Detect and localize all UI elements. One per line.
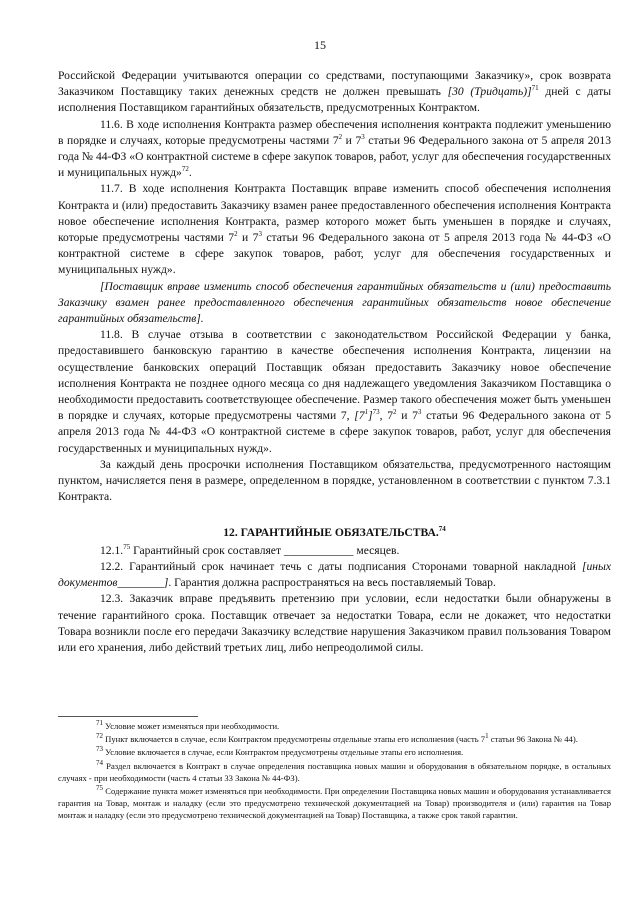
footnote-number: 75 [96, 784, 103, 793]
clause-11-7 [58, 181, 611, 278]
text-run: 12.1. [100, 543, 124, 557]
italic-run: [иных документов________] [58, 559, 611, 590]
clause-11-8 [58, 327, 611, 457]
text-run: . Гарантия должна распространяться на весь поставляемый Товар. [168, 576, 496, 590]
page-number: 15 [314, 38, 326, 52]
footnote-73 [58, 746, 611, 758]
heading-text: 12. ГАРАНТИЙНЫЕ ОБЯЗАТЕЛЬСТВА. [223, 526, 439, 540]
section-heading [58, 525, 611, 541]
footnote-ref-75[interactable]: 75 [123, 542, 131, 551]
clause-12-2 [58, 559, 611, 591]
text-run: 12.2. Гарантийный срок начинает течь с даты подписания Сторонами товарной накладной [100, 559, 582, 573]
footnote-text: Условие включается в случае, если Контрактом предусмотрены отдельные этапы его исполнения. [103, 747, 464, 758]
superscript: 1 [485, 732, 489, 741]
superscript: 2 [234, 230, 238, 239]
text-run: статьи 96 Федерального закона от 5 апреля 2013 года № 44-ФЗ «О контрактной системе в сфере закупок товаров, работ, услуг для обеспечения государственных и муниципальных нужд». [58, 409, 611, 455]
footnote-ref-73[interactable]: 73 [372, 408, 380, 417]
footnote-ref-71[interactable]: 71 [531, 84, 539, 93]
footnote-number: 72 [96, 732, 103, 741]
paragraph-continuation [58, 68, 611, 117]
footnote-72 [58, 733, 611, 745]
footnote-text: Раздел включается в Контракт в случае определения поставщика новых машин и оборудования в обязательном порядке, в остальных случаях - при необходимости (часть 4 статьи 33 Закона № 44-ФЗ). [58, 760, 611, 783]
superscript: 3 [361, 132, 365, 141]
text-run: Российской Федерации учитываются операции со средствами, поступающими Заказчику», срок возврата Заказчиком Поставщику таких денежных средств не должен превышать [58, 69, 611, 99]
clause-12-3: 12.3. Заказчик вправе предъявить претензию при условии, если недостатки были обнаружены в течение гарантийного срока. Поставщик отвечает за недостатки Товара, если не докажет, что недостатки Товара возникли после его передачи Заказчику вследствие нарушения Заказчиком правил пользования Товаром или его хранения, либо действий третьих лиц, либо непреодолимой силы. [58, 592, 611, 654]
superscript: 2 [393, 408, 397, 417]
penalty-paragraph: За каждый день просрочки исполнения Поставщиком обязательства, предусмотренного настоящим пунктом, начисляется пеня в размере, определенном в порядке, установленном в соответствии с пунктом 7.3.1 Контракта. [58, 457, 611, 504]
footnote-text: Содержание пункта может изменяться при необходимости. При определении Поставщика новых машин и оборудования устанавливается гарантия на Товар, монтаж и наладку (если это предусмотрено технической документацией на Товар) производителя и (или) гарантия на Товар монтаж и наладку (если это предусмотрено технической документацией на Товар) Поставщика, а также срок такой гарантии. [58, 786, 611, 821]
footnote-number: 74 [96, 758, 103, 767]
text-run: статьи 96 Федерального закона от 5 апреля 2013 года № 44-ФЗ «О контрактной системе в сфере закупок товаров, работ, услуг для обеспечения государственных и муниципальных нужд». [58, 231, 611, 277]
footnote-number: 71 [96, 719, 103, 728]
footnote-text: Пункт включается в случае, если Контрактом предусмотрены отдельные этапы его исполнения (часть 7 [103, 734, 486, 745]
text-run: . [188, 166, 192, 180]
superscript: 3 [258, 230, 262, 239]
clause-12-1 [58, 543, 611, 559]
superscript: 3 [417, 408, 422, 417]
superscript: 2 [338, 132, 343, 141]
text-run: и 7 [237, 231, 259, 245]
footnote-text: Условие может изменяться при необходимости. [103, 721, 280, 731]
italic-run: [30 (Тридцать)] [447, 85, 532, 99]
footnote-number: 73 [96, 745, 103, 754]
clause-11-6 [58, 117, 611, 182]
text-run: и 7 [396, 409, 418, 423]
italic-run: ] [368, 409, 373, 423]
footnote-ref-72[interactable]: 72 [181, 165, 189, 174]
text-run: статьи 96 Федерального закона от 5 апреля 2013 года № 44-ФЗ «О контрактной системе в сфере закупок товаров, работ, услуг для обеспечения государственных и муниципальных нужд» [58, 133, 611, 180]
text-run: и 7 [342, 133, 362, 147]
document-body [58, 68, 611, 656]
text-run: 11.7. В ходе исполнения Контракта Поставщик вправе изменить способ обеспечения исполнения Контракта и (или) предоставить Заказчику взамен ранее предоставленного обеспечения исполнения Контракта новое обеспечение исполнения Контракта, размер которого может быть уменьшен в порядке и случаях, которые предусмотрены частями 7 [58, 182, 611, 245]
text-run: , 7 [379, 409, 393, 423]
text-run: 11.8. В случае отзыва в соответствии с законодательством Российской Федерации у банка, предоставившего банковскую гарантию в качестве обеспечения исполнения Контракта, лицензии на осуществление банковских операций Поставщик обязан предоставить Заказчику новое обеспечение исполнения Контракта не позднее одного месяца со дня надлежащего уведомления Заказчиком Поставщика о необходимости предоставить соответствующее обеспечение. Размер такого обеспечения может быть уменьшен в порядке и случаях, которые предусмотрены частями 7, [58, 328, 611, 423]
text-run: 11.6. В ходе исполнения Контракта размер обеспечения исполнения контракта подлежит уменьшению в порядке и случаях, которые предусмотрены частями 7 [58, 117, 611, 147]
superscript: 1 [364, 408, 369, 417]
footnote-71 [58, 720, 611, 732]
footnote-74 [58, 760, 611, 784]
text-run: дней с даты исполнения Поставщиком гарантийных обязательств, предусмотренных Контрактом. [58, 85, 611, 115]
footnotes [58, 720, 611, 823]
footnote-separator [58, 716, 198, 717]
text-run: Гарантийный срок составляет ____________ месяцев. [130, 543, 400, 557]
clause-11-7-optional: [Поставщик вправе изменить способ обеспечения гарантийных обязательств и (или) предоставить Заказчику взамен ранее предоставленного обеспечения гарантийных обязательств новое обеспечение гарантийных обязательств]. [58, 279, 611, 326]
footnote-ref-74[interactable]: 74 [438, 525, 446, 534]
footnote-75 [58, 785, 611, 822]
italic-run: [7 [354, 409, 365, 423]
footnote-text: статьи 96 Закона № 44). [488, 734, 578, 745]
